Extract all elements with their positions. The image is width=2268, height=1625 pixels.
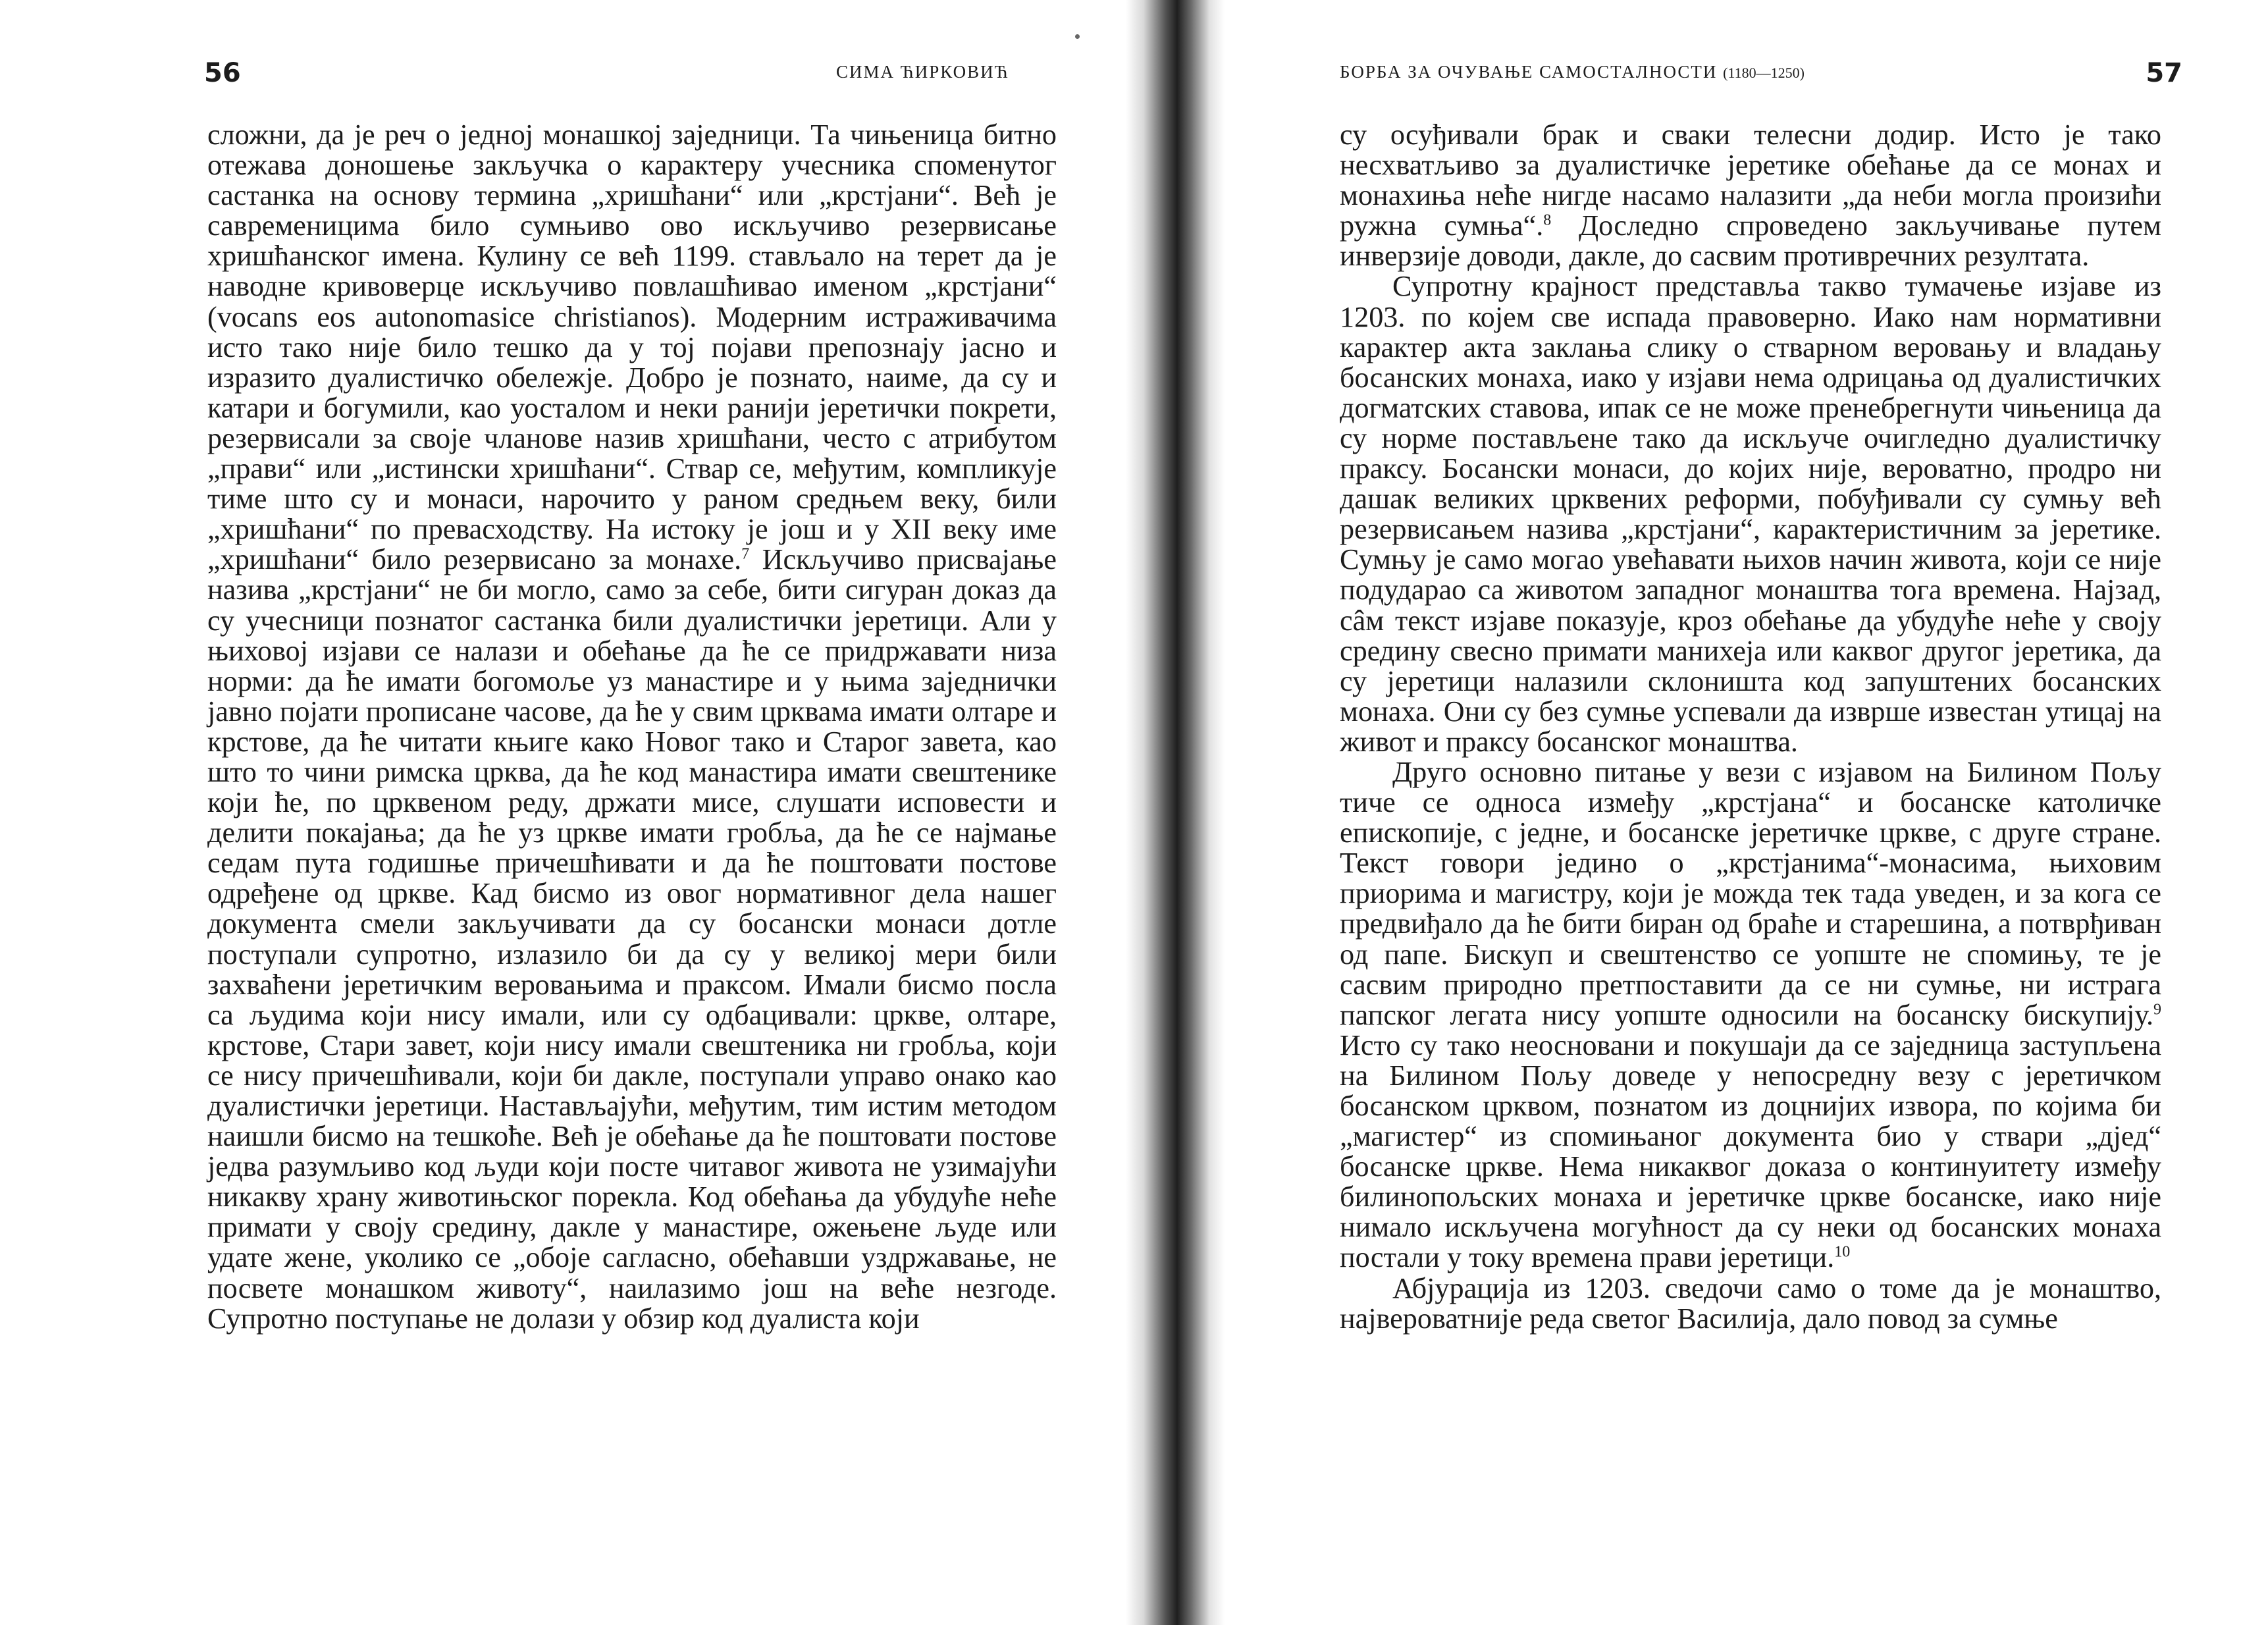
- text-segment: сложни, да је реч о једној монашкој заједници. Та чињеница битно отежава доношење закључка о карактеру учесника споменутог састанка на основу термина „хришћани“ или „крстјани“. Већ је савременицима било сумњиво ово искључиво резервисање хришћанског имена. Кулину се већ 1199. стављало на терет да је наводне кривоверце искључиво повлашћивао именом „крстјани“ (vocans eos autonomasice christianos). Модерним истраживачима исто тако није било тешко да у тој појави препознају јасно и изразито дуалистичко обележје. Добро је познато, наиме, да су и катари и богумили, као уосталом и неки ранији јеретички покрети, резервисали за своје чланове назив хришћани, често с атрибутом „прави“ или „истински хришћани“. Ствар се, међутим, компликује тиме што су и монаси, нарочито у раном средњем веку, били „хришћани“ по превасходству. На истоку је још и у XII веку име „хришћани“ било резервисано за монахе.: [207, 119, 1057, 576]
- right-page-header: [1208, 58, 2268, 97]
- running-head-years: (1180—1250): [1723, 65, 1805, 81]
- paragraph: [1340, 1273, 2161, 1334]
- scan-speck: [1075, 34, 1080, 39]
- footnote-ref[interactable]: 7: [741, 545, 750, 563]
- right-page: [1208, 0, 2268, 1625]
- paragraph: [1340, 120, 2161, 271]
- page-number: 56: [204, 58, 241, 88]
- text-segment: Абјурација из 1203. сведочи само о томе да је монаштво, највероватније реда светог Василија, дало повод за сумње: [1340, 1271, 2161, 1335]
- running-head-text: БОРБА ЗА ОЧУВАЊЕ САМОСТАЛНОСТИ: [1340, 62, 1718, 82]
- paragraph: [1340, 271, 2161, 757]
- text-segment: Доследно спроведено закључивање путем инверзије доводи, дакле, до сасвим противречних резултата.: [1340, 209, 2161, 273]
- text-segment: Искључиво присвајање назива „крстјани“ не би могло, само за себе, бити сигуран доказ да су учесници познатог састанка били дуалистички јеретици. Али у њиховој изјави се налази и обећање да ће се придржавати низа норми: да ће имати богомоље уз манастире и у њима заједнички јавно појати прописане часове, да ће у свим црквама имати олтаре и крстове, да ће читати књиге како Новог тако и Старог завета, као што то чини римска црква, да ће код манастира имати свештенике који ће, по црквеном реду, држати мисе, слушати исповести и делити покајања; да ће уз цркве имати гробља, да ће се најмање седам пута годишње причешћивати и да ће поштовати постове одређене од цркве. Кад бисмо из овог нормативног дела нашег документа смели закључивати да су босански монаси дотле поступали супротно, излазило би да су у великој мери били захваћени јеретичким веровањима и праксом. Имали бисмо посла са људима који нису имали, или су одбацивали: цркве, олтаре, крстове, Стари завет, који нису имали свештеника ни гробља, који се нису причешћивали, који би дакле, поступали управо онако као дуалистички јеретици. Настављајући, међутим, тим истим методом наишли бисмо на тешкоће. Већ је обећање да ће поштовати постове једва разумљиво код људи који посте читавог живота не узимајући никакву храну животињског порекла. Код обећања да убудуће неће примати у своју средину, дакле у манастире, ожењене људе или удате жене, уколико се „обоје сагласно, обећавши уздржавање, не посвете монашком животу“, наилазимо још на веће незгоде. Супротно поступање не долази у обзир код дуалиста који: [207, 543, 1057, 1335]
- text-segment: Друго основно питање у вези с изјавом на Билином Пољу тиче се односа између „крстјана“ и босанске католичке епископије, с једне, и босанске јеретичке цркве, с друге стране. Текст говори једино о „крстјанима“-монасима, њиховим приорима и магистру, који је можда тек тада уведен, и за кога се предвиђало да ће бити биран од браће и старешина, а потврђиван од папе. Бискуп и свештенство се уопште не спомињу, те је сасвим природно претпоставити да се ни сумње, ни истрага папског легата нису уопште односили на босанску бискупију.: [1340, 755, 2161, 1031]
- page-number: 57: [2146, 58, 2182, 88]
- text-segment: Исто су тако неосновани и покушаји да се заједница заступљена на Билином Пољу доведе у непосредну везу с јеретичком босанском црквом, познатом из доцнијих извора, по којима би „магистер“ из спомињаног документа био у ствари „дјед“ босанске цркве. Нема никаквог доказа о континуитету између билинопољских монаха и јеретичке цркве босанске, иако није нимало искључена могућност да су неки од босанских монаха постали у току времена прави јеретици.: [1340, 1028, 2161, 1274]
- footnote-ref[interactable]: 8: [1543, 211, 1552, 229]
- right-page-body: [1340, 120, 2161, 1334]
- text-segment: Супротну крајност представља такво тумачење изјаве из 1203. по којем све испада правоверно. Иако нам нормативни карактер акта заклања слику о стварном веровању и владању босанских монаха, иако у изјави нема одрицања од дуалистичких догматских ставова, ипак се не може пренебрегнути чињеница да су норме постављене тако да искључе очигледно дуалистичку праксу. Босански монаси, до којих није, вероватно, продро ни дашак великих црквених реформи, побуђивали су сумњу већ резервисањем назива „крстјани“, карактеристичним за јеретике. Сумњу је само могао увећавати њихов начин живота, који се није подударао са животом западног монаштва тога времена. Најзад, сâм текст изјаве показује, кроз обећање да убудуће неће у своју средину свесно примати манихеја или каквог другог јеретика, да су јеретици налазили склоништа код запуштених босанских монаха. Они су без сумње успевали да изврше известан утицај на живот и праксу босанског монаштва.: [1340, 270, 2161, 758]
- running-head-title: [1340, 62, 1805, 82]
- left-page-header: [0, 58, 1159, 97]
- running-head-author: СИМА ЋИРКОВИЋ: [836, 62, 1009, 82]
- footnote-ref[interactable]: 9: [2153, 1000, 2161, 1018]
- text-segment: су осуђивали брак и сваки телесни додир. Исто је тако несхватљиво за дуалистичке јеретике обећање да се монах и монахиња неће нигде насамо налазити „да неби могла произићи ружна сумња“.: [1340, 119, 2161, 242]
- paragraph: [1340, 757, 2161, 1273]
- footnote-ref[interactable]: 10: [1834, 1243, 1851, 1261]
- paragraph: [207, 120, 1057, 1334]
- left-page-body: [207, 120, 1057, 1334]
